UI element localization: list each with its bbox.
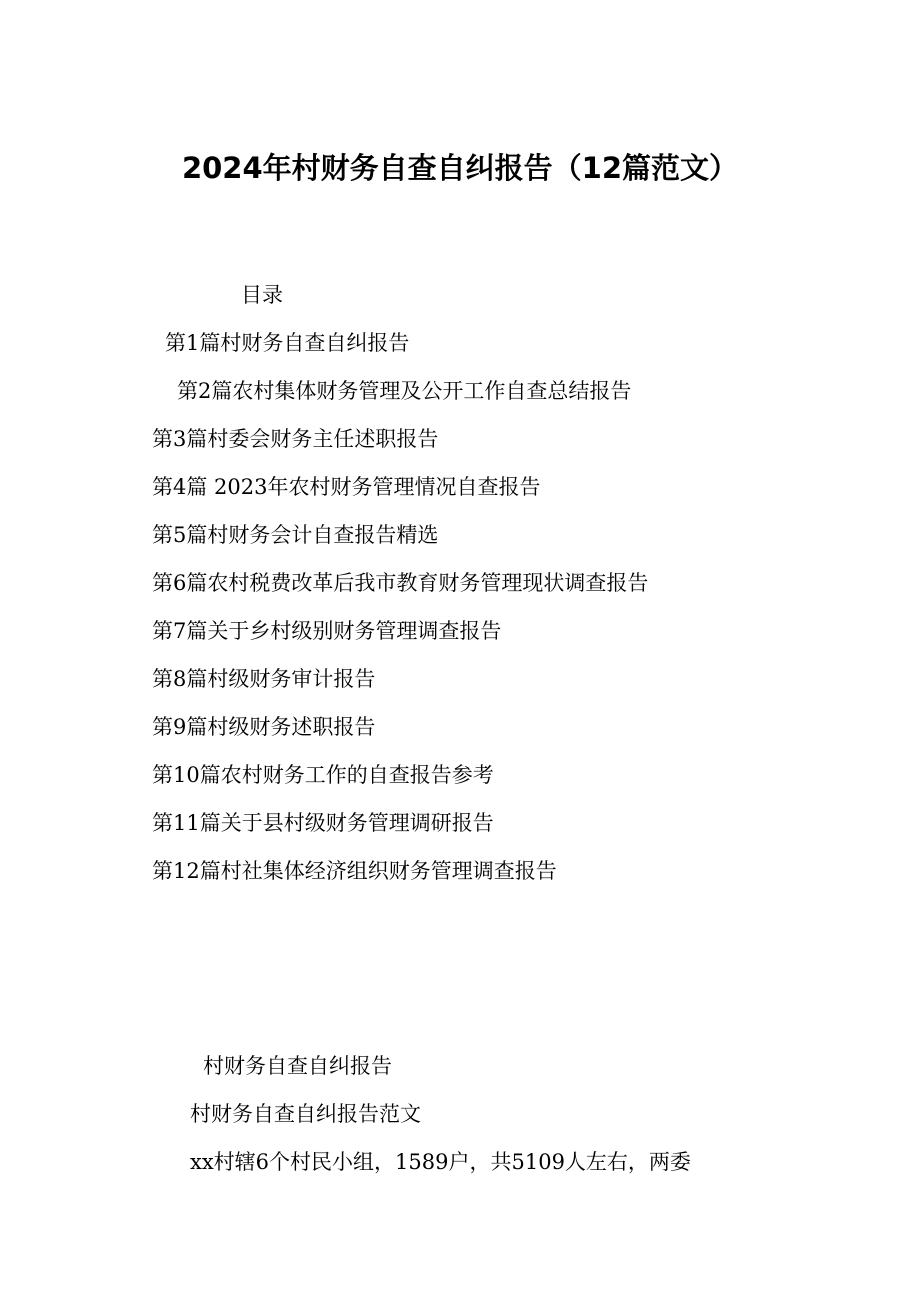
toc-item-11: 第11篇关于县村级财务管理调研报告 bbox=[152, 811, 494, 835]
toc-item-7: 第7篇关于乡村级别财务管理调查报告 bbox=[152, 619, 502, 643]
toc-item-4: 第4篇 2023年农村财务管理情况自查报告 bbox=[152, 475, 541, 499]
toc-item-6: 第6篇农村税费改革后我市教育财务管理现状调查报告 bbox=[152, 571, 649, 595]
toc-item-3: 第3篇村委会财务主任述职报告 bbox=[152, 427, 439, 451]
toc-item-10: 第10篇农村财务工作的自查报告参考 bbox=[152, 763, 494, 787]
toc-item-9: 第9篇村级财务述职报告 bbox=[152, 715, 376, 739]
toc-item-12: 第12篇村社集体经济组织财务管理调查报告 bbox=[152, 859, 557, 883]
section-title: 村财务自查自纠报告 bbox=[203, 1054, 392, 1078]
section-subtitle: 村财务自查自纠报告范文 bbox=[190, 1102, 421, 1126]
body-paragraph-line: xx村辖6个村民小组，1589户，共5109人左右，两委 bbox=[190, 1150, 691, 1174]
toc-item-5: 第5篇村财务会计自查报告精选 bbox=[152, 523, 439, 547]
document-title: 2024年村财务自查自纠报告（12篇范文） bbox=[181, 151, 739, 185]
toc-heading: 目录 bbox=[241, 283, 283, 307]
toc-item-1: 第1篇村财务自查自纠报告 bbox=[165, 331, 410, 355]
toc-item-8: 第8篇村级财务审计报告 bbox=[152, 667, 376, 691]
toc-item-2: 第2篇农村集体财务管理及公开工作自查总结报告 bbox=[177, 379, 632, 403]
